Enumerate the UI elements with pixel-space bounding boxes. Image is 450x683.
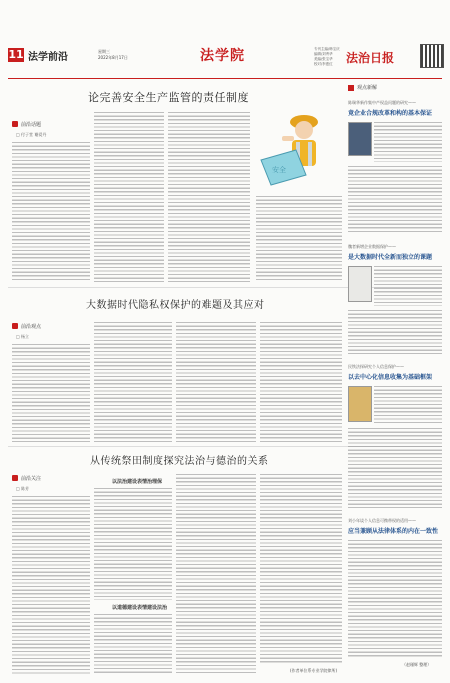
editor-line: 专刊主编/韩宝庆	[314, 47, 340, 51]
article-3-banner	[12, 474, 41, 482]
book-3-text-a	[374, 386, 442, 424]
article-2-banner-label: 前沿观点	[21, 323, 42, 330]
book-cover-1	[348, 122, 372, 156]
editor-line: 校对/李惠红	[314, 62, 333, 66]
header-rule	[8, 78, 442, 79]
edition-info	[98, 49, 128, 61]
article-2-body-col2	[94, 322, 172, 442]
qr-code-icon	[420, 44, 444, 68]
article-3-source-note: (作者单位系专业学院律所)	[290, 668, 338, 673]
book-1-kicker: 陈瑞华新作集中产权益问题的研究——	[348, 100, 416, 105]
article-1-body-col4	[256, 196, 342, 282]
article-1-author: □ 付子堂 谢爱丹	[16, 132, 47, 137]
book-3-kicker: 民铁法探研究个人信息保护——	[348, 364, 404, 369]
article-1-banner-label: 前沿话题	[21, 121, 42, 128]
section-name: 法学前沿	[28, 52, 68, 63]
book-1-text-b	[348, 166, 442, 234]
article-3-subhead-2: 以道德建设表情建设法治	[112, 605, 168, 611]
book-1-text-a	[374, 122, 442, 162]
article-2-body-col4	[260, 322, 342, 442]
safety-worker-icon	[256, 100, 336, 190]
article-3-banner-label: 前沿关注	[21, 475, 42, 482]
article-3-subhead-1: 以法治建设表情治理保	[112, 479, 163, 485]
sidebar-viewpoints	[348, 84, 442, 676]
editor-line: 美编/张宝华	[314, 57, 333, 61]
banner-mark-icon	[12, 475, 18, 481]
book-3-title: 以去中心化信息收集为基础框架	[348, 374, 433, 381]
book-4-text	[348, 540, 442, 658]
banner-mark-icon	[348, 85, 354, 91]
sidebar-header-label: 观点新解	[357, 85, 378, 91]
article-1-banner	[12, 120, 41, 128]
article-2-body-col1	[12, 344, 90, 442]
article-3-body-col2b	[94, 614, 172, 674]
article-1-body-col1	[12, 142, 90, 282]
article-2-title: 大数据时代隐私权保护的难题及其应对	[86, 300, 265, 311]
article-2-banner	[12, 322, 41, 330]
book-4-kicker: 刘小年谈个人信息可携带权的适用——	[348, 518, 416, 523]
book-1-title: 竟企业合规改革和构的基本保证	[348, 110, 433, 117]
book-2-title: 是大数据时代全新而独立的课题	[348, 254, 433, 261]
sidebar-header	[348, 84, 442, 94]
book-cover-2	[348, 266, 372, 302]
article-1-body-col3	[168, 112, 250, 282]
book-3-text-b	[348, 428, 442, 508]
article-3-body-col1	[12, 496, 90, 674]
article-3-title: 从传统祭田制度探究法治与德治的关系	[90, 456, 269, 467]
book-2-kicker: 魏者新增企业数据保护——	[348, 244, 396, 249]
edition-date: 2022年8月17日	[98, 55, 128, 60]
banner-mark-icon	[12, 323, 18, 329]
editor-credits	[314, 47, 340, 67]
svg-text:安全: 安全	[272, 166, 286, 174]
book-cover-3	[348, 386, 372, 422]
page-number: 11	[8, 48, 24, 61]
article-3-author: □ 陈芳	[16, 486, 30, 491]
article-1-body-col2	[94, 112, 164, 282]
book-4-title: 应当兼顾从法律体系的内在一致性	[348, 528, 439, 535]
article-3-body-col2a	[94, 488, 172, 600]
article-2-author: □ 杨立	[16, 334, 30, 339]
article-2-body-col3	[176, 322, 256, 442]
book-2-text-a	[374, 266, 442, 306]
article-3-body-col4	[260, 474, 342, 664]
newspaper-logo: 法治日报	[346, 51, 395, 65]
editor-line: 编辑/刘秀华	[314, 52, 333, 56]
banner-mark-icon	[12, 121, 18, 127]
article-1-title: 论完善安全生产监管的责任制度	[88, 91, 249, 104]
sidebar-footer: （赵瑾辉 整理）	[402, 662, 432, 667]
book-2-text-b	[348, 310, 442, 354]
page-header	[8, 44, 442, 78]
edition-weekday: 星期三	[98, 49, 110, 54]
article-3-body-col3	[176, 474, 256, 674]
column-title: 法学院	[200, 48, 245, 64]
